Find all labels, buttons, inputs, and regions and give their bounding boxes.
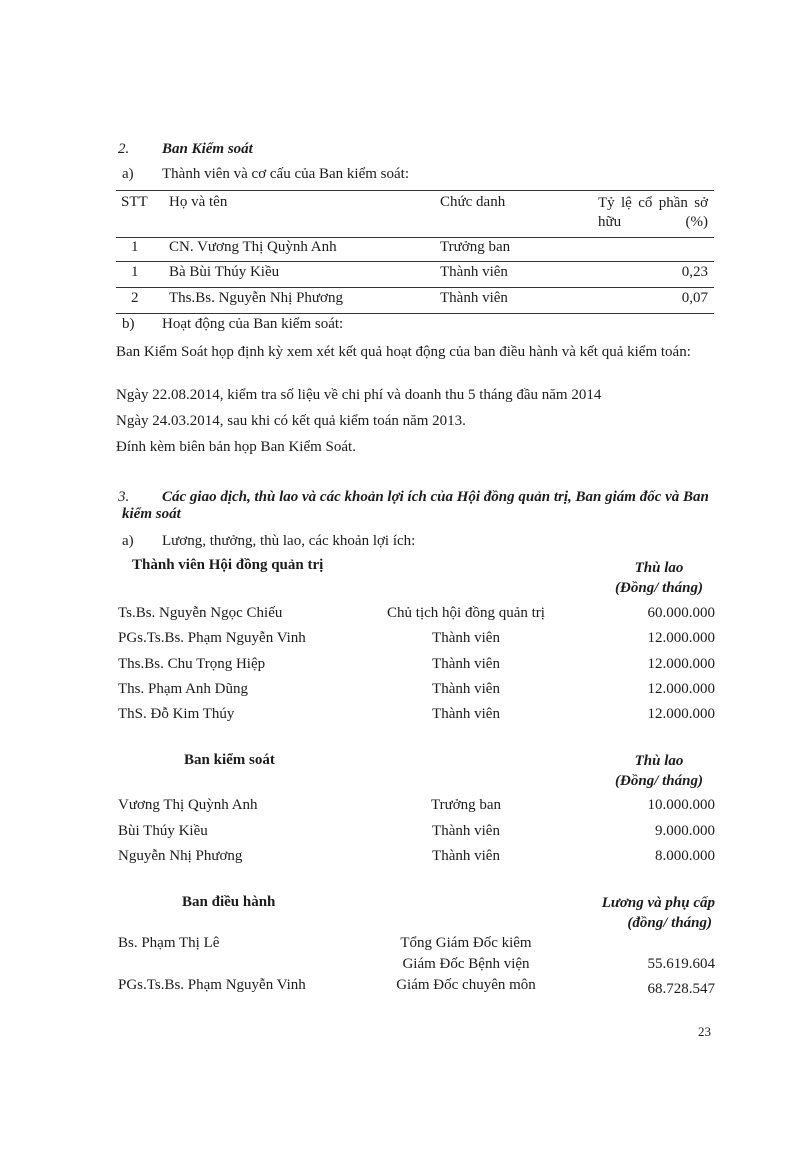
- table-cell-name: Bà Bùi Thúy Kiều: [169, 264, 280, 280]
- table-cell-title: Thành viên: [440, 290, 508, 306]
- member-amount: 68.728.547: [647, 981, 715, 997]
- section-3a-label: a): [122, 533, 134, 549]
- board-amount-heading: Thù lao: [634, 560, 684, 576]
- member-role: Giám Đốc chuyên môn: [396, 977, 536, 993]
- member-role: Thành viên: [432, 848, 500, 864]
- section-3a-text: Lương, thưởng, thù lao, các khoản lợi ích:: [162, 533, 416, 549]
- member-amount: 8.000.000: [655, 848, 715, 864]
- member-role: Thành viên: [432, 681, 500, 697]
- table-rule-row: [116, 261, 714, 262]
- member-role: Thành viên: [432, 823, 500, 839]
- paragraph: Ngày 22.08.2014, kiểm tra số liệu về chi phí và doanh thu 5 tháng đầu năm 2014: [116, 387, 602, 403]
- member-name: Ths.Bs. Chu Trọng Hiệp: [118, 656, 266, 672]
- paragraph: Đính kèm biên bản họp Ban Kiểm Soát.: [116, 439, 356, 455]
- table-cell-stt: 2: [131, 290, 139, 306]
- table-cell-share: 0,07: [681, 290, 708, 306]
- member-name: PGs.Ts.Bs. Phạm Nguyễn Vinh: [118, 977, 306, 993]
- table-cell-share: 0,23: [681, 264, 708, 280]
- executive-heading: Ban điều hành: [182, 894, 276, 910]
- table-header-share: Tỷ lệ cổ phần sở hữu (%): [598, 195, 708, 230]
- member-name: ThS. Đỗ Kim Thúy: [118, 706, 235, 722]
- member-role: Thành viên: [432, 706, 500, 722]
- table-rule-top: [116, 190, 714, 191]
- table-cell-stt: 1: [131, 264, 139, 280]
- member-amount: 12.000.000: [647, 681, 715, 697]
- table-cell-stt: 1: [131, 239, 139, 255]
- supervisory-amount-unit: (Đồng/ tháng): [615, 773, 703, 789]
- member-role: Trưởng ban: [430, 797, 502, 813]
- table-header-stt: STT: [121, 194, 148, 210]
- member-amount: 12.000.000: [647, 656, 715, 672]
- executive-amount-unit: (đồng/ tháng): [627, 915, 712, 931]
- member-name: Nguyễn Nhị Phương: [118, 848, 243, 864]
- table-cell-name: Ths.Bs. Nguyễn Nhị Phương: [169, 290, 343, 306]
- section-2-number: 2.: [118, 141, 130, 157]
- member-name: PGs.Ts.Bs. Phạm Nguyễn Vinh: [118, 630, 306, 646]
- executive-amount-heading: Lương và phụ cấp: [601, 895, 715, 911]
- member-amount: 55.619.604: [647, 956, 715, 972]
- section-2a-label: a): [122, 166, 134, 182]
- member-name: Bs. Phạm Thị Lê: [118, 935, 220, 951]
- member-name: Ths. Phạm Anh Dũng: [118, 681, 249, 697]
- member-amount: 10.000.000: [647, 797, 715, 813]
- member-name: Bùi Thúy Kiều: [118, 823, 208, 839]
- member-role-continued: Giám Đốc Bệnh viện: [402, 956, 530, 972]
- table-cell-title: Thành viên: [440, 264, 508, 280]
- table-rule-bottom: [116, 313, 714, 314]
- section-3-title: Các giao dịch, thù lao và các khoản lợi ích của Hội đồng quản trị, Ban giám đốc và Ban kiểm soát: [122, 489, 709, 522]
- table-rule-header: [116, 237, 714, 238]
- member-name: Vương Thị Quỳnh Anh: [118, 797, 258, 813]
- paragraph: Ngày 24.03.2014, sau khi có kết quả kiểm toán năm 2013.: [116, 413, 466, 429]
- section-2b-text: Hoạt động của Ban kiểm soát:: [162, 316, 344, 332]
- table-header-title: Chức danh: [440, 194, 506, 210]
- member-amount: 9.000.000: [655, 823, 715, 839]
- section-2b-label: b): [122, 316, 135, 332]
- board-heading: Thành viên Hội đồng quản trị: [132, 557, 324, 573]
- member-role: Chủ tịch hội đồng quản trị: [387, 605, 545, 621]
- paragraph: Ban Kiểm Soát họp định kỳ xem xét kết quả hoạt động của ban điều hành và kết quả kiểm toán:: [116, 344, 691, 360]
- section-2a-text: Thành viên và cơ cấu của Ban kiểm soát:: [162, 166, 410, 182]
- member-name: Ts.Bs. Nguyễn Ngọc Chiếu: [118, 605, 283, 621]
- section-2-title: Ban Kiểm soát: [162, 141, 253, 157]
- table-header-name: Họ và tên: [169, 194, 228, 210]
- member-role: Tổng Giám Đốc kiêm: [400, 935, 532, 951]
- member-amount: 12.000.000: [647, 706, 715, 722]
- board-amount-unit: (Đồng/ tháng): [615, 580, 703, 596]
- section-3-number: 3.: [118, 489, 130, 505]
- supervisory-heading: Ban kiểm soát: [184, 752, 275, 768]
- supervisory-amount-heading: Thù lao: [634, 753, 684, 769]
- member-amount: 60.000.000: [647, 605, 715, 621]
- page-number: 23: [698, 1024, 711, 1039]
- table-rule-row: [116, 287, 714, 288]
- table-cell-title: Trưởng ban: [440, 239, 511, 255]
- member-role: Thành viên: [432, 656, 500, 672]
- member-role: Thành viên: [432, 630, 500, 646]
- member-amount: 12.000.000: [647, 630, 715, 646]
- table-cell-name: CN. Vương Thị Quỳnh Anh: [169, 239, 337, 255]
